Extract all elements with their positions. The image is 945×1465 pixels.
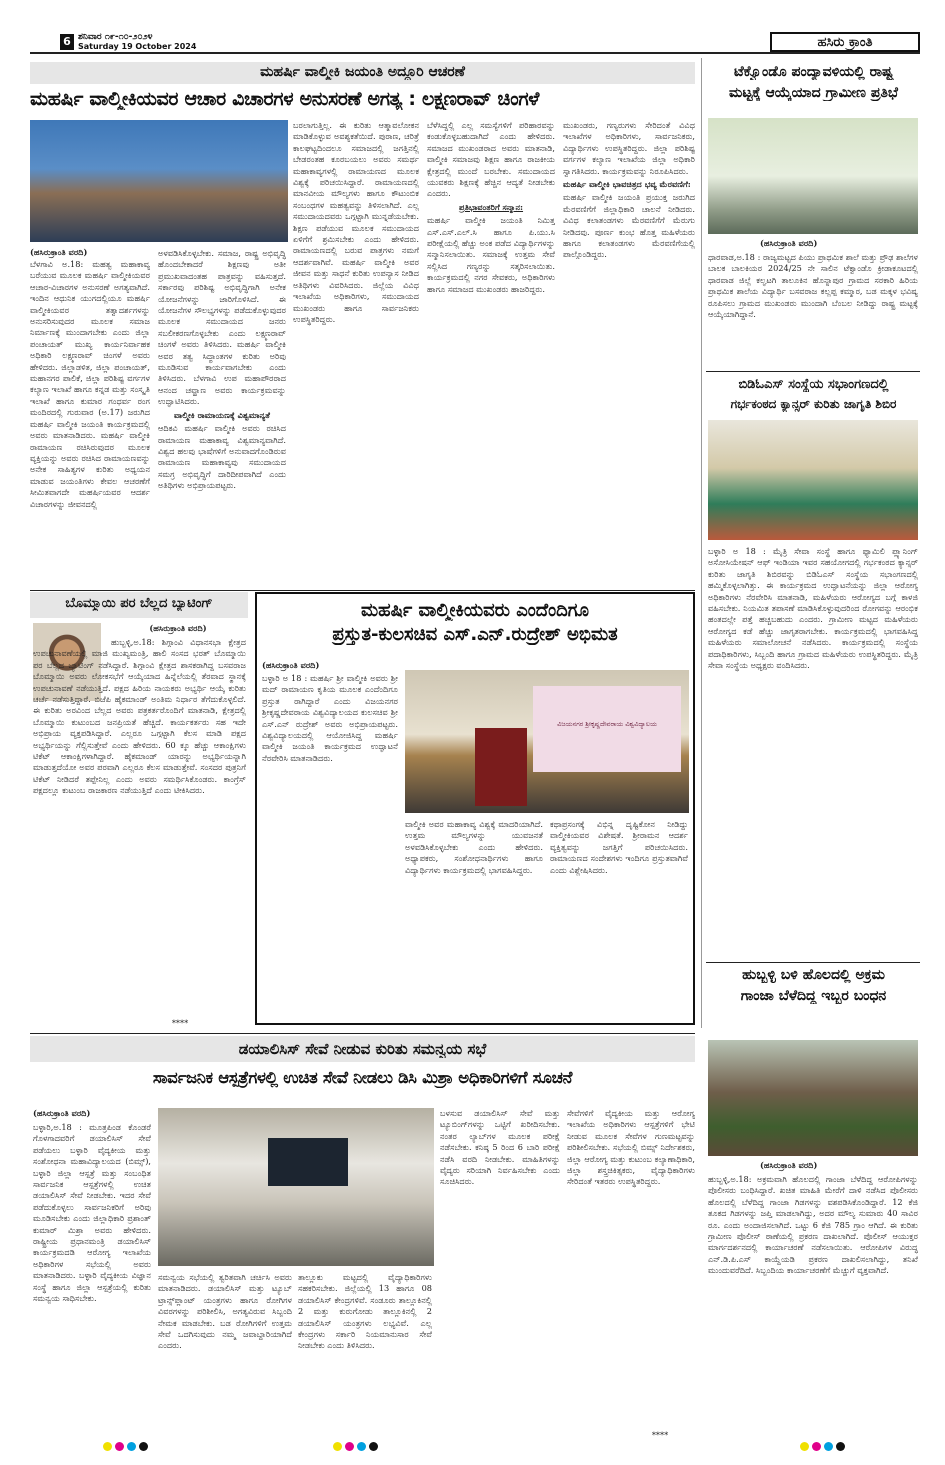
taekwondo-headline-1: ಟೆಕ್ವೊಂಡೊ ಪಂದ್ಯಾವಳಿಯಲ್ಲಿ ರಾಷ್ಟ್ರ [734,64,893,80]
bommai-headline: ಬೊಮ್ಮಾಯಿ ಪರ ಬೆಲ್ಲದ ಬ್ಯಾಟಿಂಗ್ [65,596,213,611]
ganja-photo [708,1040,918,1156]
dialysis-photo [158,1108,434,1266]
reg-dot [333,1442,342,1451]
taekwondo-photo [708,118,918,234]
rudresh-column-2: ವಾಲ್ಮೀಕಿ ಅವರ ಮಹಾಕಾವ್ಯ ವಿಶ್ವಕ್ಕೆ ಮಾದರಿಯಾಗಿದೆ. ಉತ್ತಮ ಮೌಲ್ಯಗಳನ್ನು ಯುವಜನತೆ ಅಳವಡಿಸಿಕೊಳ್ಳಬೇಕು ಎಂದು ಹೇಳಿದರು. ಅಧ್ಯಾಪಕರು, ಸಂಶೋಧನಾರ್ಥಿಗಳು ಹಾಗೂ ವಿದ್ಯಾರ್ಥಿಗಳು ಕಾರ್ಯಕ್ರಮದಲ್ಲಿ ಭಾಗವಹಿಸಿದ್ದರು. [405,819,543,875]
lead-column-4-text: ಬೆಳೆಸಿದ್ದಲ್ಲಿ ಎಲ್ಲ ಸಮಸ್ಯೆಗಳಿಗೆ ಪರಿಹಾರವನ್ನು ಕಂಡುಕೊಳ್ಳಬಹುದಾಗಿದೆ ಎಂದು ಹೇಳಿದರು. ಸಮಾಜದ ಮುಖಂಡರಾದ ಅವರು ಮಾತನಾಡಿ, ವಾಲ್ಮೀಕಿ ಸಮಾಜವು ಶಿಕ್ಷಣ ಹಾಗೂ ರಾಜಕೀಯ ಕ್ಷೇತ್ರದಲ್ಲಿ ಮುಂದೆ ಬರಬೇಕು. ಸಮುದಾಯದ ಯುವಕರು ಶಿಕ್ಷಣಕ್ಕೆ ಹೆಚ್ಚಿನ ಆದ್ಯತೆ ನೀಡಬೇಕು ಎಂದರು. [427,120,555,199]
rudresh-headline-1: ಮಹರ್ಷಿ ವಾಲ್ಮೀಕಿಯವರು ಎಂದೆಂದಿಗೂ [361,600,589,621]
masthead: ಹಸಿರು ಕ್ರಾಂತಿ [770,32,920,52]
dialysis-column-4: ಬಳಸುವ ಡಯಾಲಿಸಿಸ್ ಸೇವೆ ಮತ್ತು ಟ್ಯೂಬಿಂಗ್‌ಗಳನ್ನು ಒಟ್ಟಿಗೆ ಖರೀದಿಸಬೇಕು. ನಂತರ ಲ್ಯಾಬ್‌ಗಳ ಮೂಲಕ ಪರೀಕ್ಷೆ ನಡೆಸಬೇಕು. ಕನಿಷ್ಠ 5 ರಿಂದ 6 ಬಾರಿ ಪರೀಕ್ಷೆ ನಡೆಸಿ ವರದಿ ನೀಡಬೇಕು. ಮಾಹಿತಿಗಳನ್ನು ವೈದ್ಯರು ಸರಿಯಾಗಿ ನಿರ್ವಹಿಸಬೇಕು ಎಂದು ಸೂಚಿಸಿದರು. [440,1108,560,1187]
ganja-headline-1: ಹುಬ್ಬಳ್ಳಿ ಬಳಿ ಹೊಲದಲ್ಲಿ ಅಕ್ರಮ [742,967,885,983]
lead-column-3: ಬರಲಾಗುತ್ತಿಲ್ಲ. ಈ ಕುರಿತು ಆತ್ಮಾವಲೋಕನ ಮಾಡಿಕೊಳ್ಳುವ ಅವಶ್ಯಕತೆಯಿದೆ. ಪುರಾಣ, ಚರಿತ್ರೆ ಕಾಲಘಟ್ಟದಿಂದಲೂ ಸಮಾಜದಲ್ಲಿ ಜಗತ್ತಿನಲ್ಲಿ ಬೇಡರಂತಹ ಕೂರಬಯಲು ಅವರು ಸಮರ್ಥ ಮಹಾಕಾವ್ಯಗಳಲ್ಲಿ ರಾಮಾಯಣದ ಮೂಲಕ ವಿಶ್ವಕ್ಕೆ ಪರಿಚಯಿಸಿದ್ದಾರೆ. ರಾಮಾಯಣದಲ್ಲಿ ಮಾನವೀಯ ಮೌಲ್ಯಗಳು ಹಾಗೂ ಕೌಟುಂಬಿಕ ಸಂಬಂಧಗಳ ಮಹತ್ವವನ್ನು ತಿಳಿಸಲಾಗಿದೆ. ಎಲ್ಲ ಸಮುದಾಯದವರು ಒಗ್ಗಟ್ಟಾಗಿ ಮುನ್ನಡೆಯಬೇಕು. ಶಿಕ್ಷಣ ಪಡೆಯುವ ಮೂಲಕ ಸಮುದಾಯದ ಏಳಿಗೆಗೆ ಶ್ರಮಿಸಬೇಕು ಎಂದು ಹೇಳಿದರು. ರಾಮಾಯಣದಲ್ಲಿ ಬರುವ ಪಾತ್ರಗಳು ನಮಗೆ ಆದರ್ಶವಾಗಿವೆ. ಮಹರ್ಷಿ ವಾಲ್ಮೀಕಿ ಅವರ ಜೀವನ ಮತ್ತು ಸಾಧನೆ ಕುರಿತು ಉಪನ್ಯಾಸ ನೀಡಿದ ಅತಿಥಿಗಳು ವಿವರಿಸಿದರು. ಜಿಲ್ಲೆಯ ವಿವಿಧ ಇಲಾಖೆಯ ಅಧಿಕಾರಿಗಳು, ಸಮುದಾಯದ ಮುಖಂಡರು ಹಾಗೂ ಸಾರ್ವಜನಿಕರು ಉಪಸ್ಥಿತರಿದ್ದರು. [293,120,419,324]
dialysis-end-mark: **** [651,1430,669,1440]
reg-dot [115,1442,124,1451]
reg-dot [800,1442,809,1451]
ganja-byline: (ಹಸಿರುಕ್ರಾಂತಿ ವರದಿ) [760,1160,818,1170]
reg-dot [127,1442,136,1451]
lead-column-5-subhead: ಮಹರ್ಷಿ ವಾಲ್ಮೀಕಿ ಭಾವಚಿತ್ರದ ಭವ್ಯ ಮೆರವಣಿಗೆ: [563,179,691,190]
reg-dot [139,1442,148,1451]
reg-dot [369,1442,378,1451]
lead-column-2-subhead: ವಾಲ್ಮೀಕಿ ರಾಮಾಯಣಕ್ಕೆ ವಿಶ್ವಮಾನ್ಯತೆ [174,409,270,420]
reg-dot [357,1442,366,1451]
lead-column-4 [427,120,555,585]
bommai-top-rule [30,590,695,591]
lead-kicker: ಮಹರ್ಷಿ ವಾಲ್ಮೀಕಿ ಜಯಂತಿ ಅದ್ಧೂರಿ ಆಚರಣೆ [260,64,465,80]
dialysis-byline: (ಹಸಿರುಕ್ರಾಂತಿ ವರದಿ) [33,1108,91,1118]
rudresh-byline: (ಹಸಿರುಕ್ರಾಂತಿ ವರದಿ) [262,660,320,670]
ganja-body: ಹುಬ್ಬಳ್ಳಿ,ಅ.18: ಅಕ್ರಮವಾಗಿ ಹೊಲದಲ್ಲಿ ಗಾಂಜಾ ಬೆಳೆದಿದ್ದ ಆರೋಪಿಗಳನ್ನು ಪೊಲೀಸರು ಬಂಧಿಸಿದ್ದಾರೆ. ಖಚಿತ ಮಾಹಿತಿ ಮೇರೆಗೆ ದಾಳಿ ನಡೆಸಿದ ಪೊಲೀಸರು ಹೊಲದಲ್ಲಿ ಬೆಳೆದಿದ್ದ ಗಾಂಜಾ ಗಿಡಗಳನ್ನು ವಶಪಡಿಸಿಕೊಂಡಿದ್ದಾರೆ. 12 ಕೆಜಿ ತೂಕದ ಗಿಡಗಳನ್ನು ಜಪ್ತಿ ಮಾಡಲಾಗಿದ್ದು, ಅದರ ಮೌಲ್ಯ ಸುಮಾರು 40 ಸಾವಿರ ರೂ. ಎಂದು ಅಂದಾಜಿಸಲಾಗಿದೆ. ಒಟ್ಟು 6 ಕೆಜಿ 785 ಗ್ರಾಂ ಆಗಿದೆ. ಈ ಕುರಿತು ಗ್ರಾಮೀಣ ಪೊಲೀಸ್ ಠಾಣೆಯಲ್ಲಿ ಪ್ರಕರಣ ದಾಖಲಾಗಿದೆ. ಪೊಲೀಸ್ ಆಯುಕ್ತರ ಮಾರ್ಗದರ್ಶನದಲ್ಲಿ ಕಾರ್ಯಾಚರಣೆ ನಡೆಸಲಾಯಿತು. ಆರೋಪಿಗಳ ವಿರುದ್ಧ ಎನ್.ಡಿ.ಪಿ.ಎಸ್ ಕಾಯ್ದೆಯಡಿ ಪ್ರಕರಣ ದಾಖಲಿಸಲಾಗಿದ್ದು, ತನಿಖೆ ಮುಂದುವರೆದಿದೆ. ಸಿಬ್ಬಂದಿಯ ಕಾರ್ಯಾಚರಣೆಗೆ ಮೆಚ್ಚುಗೆ ವ್ಯಕ್ತವಾಗಿದೆ. [708,1174,918,1276]
taekwondo-headline-2: ಮಟ್ಟಕ್ಕೆ ಆಯ್ಕೆಯಾದ ಗ್ರಾಮೀಣ ಪ್ರತಿಭೆ [729,85,898,101]
reg-dot [103,1442,112,1451]
reg-dot [345,1442,354,1451]
rudresh-banner-text: ವಿಜಯನಗರ ಶ್ರೀಕೃಷ್ಣದೇವರಾಯ ವಿಶ್ವವಿದ್ಯಾಲಯ [557,720,657,728]
ganja-headline-2: ಗಾಂಜಾ ಬೆಳೆದಿದ್ದ ಇಬ್ಬರ ಬಂಧನ [740,988,887,1004]
page-header [30,32,920,54]
bommai-end-mark: **** [171,1018,189,1028]
cancer-top-rule [706,371,920,372]
lead-column-4-subhead: ಪ್ರತಿಭಾವಂತರಿಗೆ ಸನ್ಮಾನ: [458,201,524,212]
cancer-headline-1: ಬಿಡಿಓಎಸ್ ಸಂಸ್ಥೆಯ ಸಭಾಂಗಣದಲ್ಲಿ [738,377,889,392]
rudresh-banner [533,686,681,772]
rudresh-headline-2: ಪ್ರಸ್ತುತ-ಕುಲಸಚಿವ ಎಸ್.ಎನ್.ರುದ್ರೇಶ್ ಅಭಿಮತ [332,624,618,645]
rudresh-column-3: ಕಥಾಪ್ರಸಂಗಕ್ಕೆ ವಿಭಿನ್ನ ದೃಷ್ಟಿಕೋನ ನೀಡಿದ್ದು ವಾಲ್ಮೀಕಿಯವರ ವಿಶೇಷತೆ. ಶ್ರೀರಾಮನ ಆದರ್ಶ ವ್ಯಕ್ತಿತ್ವವನ್ನು ಜಗತ್ತಿಗೆ ಪರಿಚಯಿಸಿದರು. ರಾಮಾಯಣದ ಸಂದೇಶಗಳು ಇಂದಿಗೂ ಪ್ರಸ್ತುತವಾಗಿವೆ ಎಂದು ವಿಶ್ಲೇಷಿಸಿದರು. [550,819,688,875]
dialysis-headline: ಸಾರ್ವಜನಿಕ ಆಸ್ಪತ್ರೆಗಳಲ್ಲಿ ಉಚಿತ ಸೇವೆ ನೀಡಲು ಡಿಸಿ ಮಿಶ್ರಾ ಅಧಿಕಾರಿಗಳಿಗೆ ಸೂಚನೆ [152,1068,573,1087]
ganja-top-rule [706,962,920,963]
rudresh-column-1: ಬಳ್ಳಾರಿ ಅ 18 : ಮಹರ್ಷಿ ಶ್ರೀ ವಾಲ್ಮೀಕಿ ಅವರು ಶ್ರೀ ಮದ್ ರಾಮಾಯಣ ಕೃತಿಯ ಮೂಲಕ ಎಂದೆಂದಿಗೂ ಪ್ರಸ್ತುತ ರಾಗಿದ್ದಾರೆ ಎಂದು ವಿಜಯನಗರ ಶ್ರೀಕೃಷ್ಣದೇವರಾಯ ವಿಶ್ವವಿದ್ಯಾಲಯದ ಕುಲಸಚಿವ ಶ್ರೀ ಎಸ್.ಎನ್ ರುದ್ರೇಶ್ ಅವರು ಅಭಿಪ್ರಾಯಪಟ್ಟರು. ವಿಶ್ವವಿದ್ಯಾಲಯದಲ್ಲಿ ಆಯೋಜಿಸಿದ್ದ ಮಹರ್ಷಿ ವಾಲ್ಮೀಕಿ ಜಯಂತಿ ಕಾರ್ಯಕ್ರಮದ ಉದ್ಘಾಟನೆ ನೆರವೇರಿಸಿ ಮಾತನಾಡಿದರು. [262,673,398,763]
rudresh-podium [475,728,527,806]
taekwondo-byline: (ಹಸಿರುಕ್ರಾಂತಿ ವರದಿ) [760,238,818,248]
dialysis-column-2: ಸಮನ್ವಯ ಸಭೆಯಲ್ಲಿ ತ್ವರಿತವಾಗಿ ಚರ್ಚಿಸಿ ಅವರು ಮಾತನಾಡಿದರು. ಡಯಾಲಿಸಿಸ್ ಮತ್ತು ಟ್ಯೂಬ್ ಟ್ರಾನ್ಸ್‌ಪ್ಲಾಂಟ್ ಯಂತ್ರಗಳು ಹಾಗೂ ರೋಗಿಗಳ ವಿವರಗಳನ್ನು ಪರಿಶೀಲಿಸಿ, ಅಗತ್ಯವಿರುವ ಸಿಬ್ಬಂದಿ ನೇಮಕ ಮಾಡಬೇಕು. ಬಡ ರೋಗಿಗಳಿಗೆ ಉತ್ತಮ ಸೇವೆ ಒದಗಿಸುವುದು ನಮ್ಮ ಜವಾಬ್ದಾರಿಯಾಗಿದೆ ಎಂದರು. [158,1272,292,1351]
bommai-body: ಹುಬ್ಬಳ್ಳಿ,ಅ.18: ಶಿಗ್ಗಾಂವಿ ವಿಧಾನಸಭಾ ಕ್ಷೇತ್ರದ ಉಪಚುನಾವಣೆಯಲ್ಲಿ ಮಾಜಿ ಮುಖ್ಯಮಂತ್ರಿ, ಹಾಲಿ ಸಂಸದ ಭರತ್ ಬೊಮ್ಮಾಯಿ ಪರ ಬೆಲ್ಲದ ಬ್ಯಾಟಿಂಗ್ ನಡೆಸಿದ್ದಾರೆ. ಶಿಗ್ಗಾಂವಿ ಕ್ಷೇತ್ರದ ಶಾಸಕರಾಗಿದ್ದ ಬಸವರಾಜ ಬೊಮ್ಮಾಯಿ ಅವರು ಲೋಕಸಭೆಗೆ ಆಯ್ಕೆಯಾದ ಹಿನ್ನೆಲೆಯಲ್ಲಿ ತೆರವಾದ ಸ್ಥಾನಕ್ಕೆ ಉಪಚುನಾವಣೆ ನಡೆಯುತ್ತಿದೆ. ಪಕ್ಷದ ಹಿರಿಯ ನಾಯಕರು ಅಭ್ಯರ್ಥಿ ಆಯ್ಕೆ ಕುರಿತು ಚರ್ಚೆ ನಡೆಸುತ್ತಿದ್ದಾರೆ. ಬಿಜೆಪಿ ಹೈಕಮಾಂಡ್ ಅಂತಿಮ ನಿರ್ಧಾರ ತೆಗೆದುಕೊಳ್ಳಲಿದೆ. ಈ ಕುರಿತು ಅರವಿಂದ ಬೆಲ್ಲದ ಅವರು ಪತ್ರಕರ್ತರೊಂದಿಗೆ ಮಾತನಾಡಿ, ಕ್ಷೇತ್ರದಲ್ಲಿ ಬೊಮ್ಮಾಯಿ ಕುಟುಂಬದ ಜನಪ್ರಿಯತೆ ಹೆಚ್ಚಿದೆ. ಕಾರ್ಯಕರ್ತರು ಸಹ ಇದೇ ಅಭಿಪ್ರಾಯ ವ್ಯಕ್ತಪಡಿಸಿದ್ದಾರೆ. ಎಲ್ಲರೂ ಒಗ್ಗಟ್ಟಾಗಿ ಕೆಲಸ ಮಾಡಿ ಪಕ್ಷದ ಅಭ್ಯರ್ಥಿಯನ್ನು ಗೆಲ್ಲಿಸುತ್ತೇವೆ ಎಂದು ಹೇಳಿದರು. 60 ಕ್ಕೂ ಹೆಚ್ಚು ಆಕಾಂಕ್ಷಿಗಳು ಟಿಕೆಟ್ ಆಕಾಂಕ್ಷಿಗಳಾಗಿದ್ದಾರೆ. ಹೈಕಮಾಂಡ್ ಯಾರನ್ನು ಅಭ್ಯರ್ಥಿಯನ್ನಾಗಿ ಮಾಡುತ್ತದೆಯೋ ಅವರ ಪರವಾಗಿ ಎಲ್ಲರೂ ಕೆಲಸ ಮಾಡುತ್ತೇವೆ. ಸಂಸದರ ಪುತ್ರನಿಗೆ ಟಿಕೆಟ್ ನೀಡಿದರೆ ತಪ್ಪೇನಿಲ್ಲ ಎಂದು ಅವರು ಸಮರ್ಥಿಸಿಕೊಂಡರು. ಕಾಂಗ್ರೆಸ್ ಪಕ್ಷದಲ್ಲೂ ಕುಟುಂಬ ರಾಜಕಾರಣ ನಡೆಯುತ್ತಿದೆ ಎಂದು ಟೀಕಿಸಿದರು. [33,637,246,796]
rudresh-photo [405,670,689,813]
lead-column-2 [158,248,286,585]
lead-column-5 [563,120,695,585]
date-english: Saturday 19 October 2024 [78,42,197,51]
cancer-body: ಬಳ್ಳಾರಿ ಅ 18 : ಮೈತ್ರಿ ಸೇವಾ ಸಂಸ್ಥೆ ಹಾಗೂ ಫ್ಯಾಮಿಲಿ ಪ್ಲ್ಯಾನಿಂಗ್ ಅಸೋಸಿಯೇಷನ್ ಆಫ್ ಇಂಡಿಯಾ ಇವರ ಸಹಯೋಗದಲ್ಲಿ ಗರ್ಭಕಂಠದ ಕ್ಯಾನ್ಸರ್ ಕುರಿತು ಜಾಗೃತಿ ಶಿಬಿರವನ್ನು ಬಿಡಿಓಎಸ್ ಸಂಸ್ಥೆಯ ಸಭಾಂಗಣದಲ್ಲಿ ಹಮ್ಮಿಕೊಳ್ಳಲಾಗಿತ್ತು. ಈ ಕಾರ್ಯಕ್ರಮದ ಉದ್ಘಾಟನೆಯನ್ನು ಜಿಲ್ಲಾ ಆರೋಗ್ಯ ಅಧಿಕಾರಿಗಳು ನೆರವೇರಿಸಿ ಮಾತನಾಡಿ, ಮಹಿಳೆಯರು ಆರೋಗ್ಯದ ಬಗ್ಗೆ ಕಾಳಜಿ ವಹಿಸಬೇಕು. ನಿಯಮಿತ ತಪಾಸಣೆ ಮಾಡಿಸಿಕೊಳ್ಳುವುದರಿಂದ ರೋಗವನ್ನು ಆರಂಭಿಕ ಹಂತದಲ್ಲೇ ಪತ್ತೆ ಹಚ್ಚಬಹುದು ಎಂದರು. ಗ್ರಾಮೀಣ ಮಟ್ಟದ ಮಹಿಳೆಯರು ಆರೋಗ್ಯದ ಕಡೆ ಹೆಚ್ಚು ಜಾಗೃತರಾಗಬೇಕು. ಕಾರ್ಯಕ್ರಮದಲ್ಲಿ ಭಾಗವಹಿಸಿದ್ದ ಮಹಿಳೆಯರು ಸಮಾಲೋಚನೆ ನಡೆಸಿದರು. ಕಾರ್ಯಕ್ರಮದಲ್ಲಿ ಸಂಸ್ಥೆಯ ಪದಾಧಿಕಾರಿಗಳು, ಸಿಬ್ಬಂದಿ ಹಾಗೂ ಗ್ರಾಮದ ಮಹಿಳೆಯರು ಉಪಸ್ಥಿತರಿದ್ದರು. ಮೈತ್ರಿ ಸೇವಾ ಸಂಸ್ಥೆಯ ಅಧ್ಯಕ್ಷರು ವಂದಿಸಿದರು. [708,546,918,671]
lead-column-5-text-b: ಮಹರ್ಷಿ ವಾಲ್ಮೀಕಿ ಜಯಂತಿ ಪ್ರಯುಕ್ತ ಜರುಗಿದ ಮೆರವಣಿಗೆಗೆ ಜಿಲ್ಲಾಧಿಕಾರಿ ಚಾಲನೆ ನೀಡಿದರು. ವಿವಿಧ ಕಲಾತಂಡಗಳು ಮೆರವಣಿಗೆಗೆ ಮೆರುಗು ನೀಡಿದವು. ಪೂರ್ಣ ಕುಂಭ ಹೊತ್ತ ಮಹಿಳೆಯರು ಹಾಗೂ ಕಲಾತಂಡಗಳು ಮೆರವಣಿಗೆಯಲ್ಲಿ ಪಾಲ್ಗೊಂಡಿದ್ದರು. [563,192,695,260]
reg-dot [824,1442,833,1451]
date-kannada: ಶನಿವಾರ ೧೯-೧೦-೨೦೨೪ [78,32,153,42]
lead-column-2-text-b: ಆದಿಕವಿ ಮಹರ್ಷಿ ವಾಲ್ಮೀಕಿ ಅವರು ರಚಿಸಿದ ರಾಮಾಯಣ ಮಹಾಕಾವ್ಯ ವಿಶ್ವಮಾನ್ಯವಾಗಿದೆ. ವಿಶ್ವದ ಹಲವು ಭಾಷೆಗಳಿಗೆ ಅನುವಾದಗೊಂಡಿರುವ ರಾಮಾಯಣ ಮಹಾಕಾವ್ಯವು ಸಮುದಾಯದ ಸಮಗ್ರ ಅಭಿವೃದ್ಧಿಗೆ ದಾರಿದೀಪವಾಗಿದೆ ಎಂದು ಅತಿಥಿಗಳು ಅಭಿಪ್ರಾಯಪಟ್ಟರು. [158,423,286,491]
cancer-headline-2: ಗರ್ಭಕಂಠದ ಕ್ಯಾನ್ಸರ್ ಕುರಿತು ಜಾಗೃತಿ ಶಿಬಿರ [730,397,897,411]
dialysis-screen [268,1138,348,1186]
dialysis-column-3: ತಾಲ್ಲೂಕು ಮಟ್ಟದಲ್ಲಿ ವೈದ್ಯಾಧಿಕಾರಿಗಳು ಸಹಕರಿಸಬೇಕು. ಜಿಲ್ಲೆಯಲ್ಲಿ 13 ಹಾಗೂ 08 ಡಯಾಲಿಸಿಸ್ ಕೇಂದ್ರಗಳಿವೆ. ಸಂಡೂರು ತಾಲ್ಲೂಕಿನಲ್ಲಿ 2 ಮತ್ತು ಕುರುಗೋಡು ತಾಲ್ಲೂಕಿನಲ್ಲಿ 2 ಡಯಾಲಿಸಿಸ್ ಯಂತ್ರಗಳು ಲಭ್ಯವಿವೆ. ಎಲ್ಲ ಕೇಂದ್ರಗಳು ಸರ್ಕಾರಿ ನಿಯಮಾನುಸಾರ ಸೇವೆ ನೀಡಬೇಕು ಎಂದು ತಿಳಿಸಿದರು. [298,1272,432,1351]
taekwondo-body: ಧಾರವಾಡ,ಅ.18 : ರಾಜ್ಯಮಟ್ಟದ ಪಿಯು ಪ್ರಾಥಮಿಕ ಶಾಲೆ ಮತ್ತು ಪ್ರೌಢ ಶಾಲೆಗಳ ಬಾಲಕ ಬಾಲಕಿಯರ 2024/25 ನೇ ಸಾಲಿನ ಟೆಕ್ವಾಂಡೊ ಕ್ರೀಡಾಕೂಟದಲ್ಲಿ ಧಾರವಾಡ ಜಿಲ್ಲೆ ಕಲ್ಘಟಗಿ ತಾಲೂಕಿನ ಹೊನ್ನಾಪುರ ಗ್ರಾಮದ ಸರಕಾರಿ ಹಿರಿಯ ಪ್ರಾಥಮಿಕ ಶಾಲೆಯ ವಿದ್ಯಾರ್ಥಿ ಬಸವರಾಜ ಕಲ್ಲಪ್ಪ ಕಮ್ಮಾರ, ಬಡ ಮಕ್ಕಳ ಭವಿಷ್ಯ ರೂಪಿಸಲು ಗ್ರಾಮದ ಮುಖಂಡರು ಮುಂದಾಗಿ ಬೆಂಬಲ ನೀಡಿದ್ದು ರಾಷ್ಟ್ರ ಮಟ್ಟಕ್ಕೆ ಆಯ್ಕೆಯಾಗಿದ್ದಾನೆ. [708,252,918,320]
bommai-byline: (ಹಸಿರುಕ್ರಾಂತಿ ವರದಿ) [149,623,207,633]
dialysis-top-rule [30,1033,695,1034]
page-number: 6 [60,34,74,50]
reg-dot [836,1442,845,1451]
lead-column-2-text: ಅಳವಡಿಸಿಕೊಳ್ಳಬೇಕು. ಸಮಾಜ, ರಾಷ್ಟ್ರ ಅಭಿವೃದ್ಧಿ ಹೊಂದಬೇಕಾದರೆ ಶಿಕ್ಷಣವು ಅತೀ ಪ್ರಮುಖವಾದಂತಹ ಪಾತ್ರವನ್ನು ವಹಿಸುತ್ತದೆ. ಸರ್ಕಾರವು ಪರಿಶಿಷ್ಟ ಅಭಿವೃದ್ಧಿಗಾಗಿ ಅನೇಕ ಯೋಜನೆಗಳನ್ನು ಜಾರಿಗೊಳಿಸಿದೆ. ಈ ಯೋಜನೆಗಳ ಸೌಲಭ್ಯಗಳನ್ನು ಪಡೆದುಕೊಳ್ಳುವುದರ ಮೂಲಕ ಸಮುದಾಯದ ಜನರು ಸಬಲೀಕರಣಗೊಳ್ಳಬೇಕು ಎಂದು ಲಕ್ಷ್ಮಣರಾವ್ ಚಿಂಗಳೆ ಅವರು ತಿಳಿಸಿದರು. ಮಹರ್ಷಿ ವಾಲ್ಮೀಕಿ ಅವರ ತತ್ವ ಸಿದ್ಧಾಂತಗಳ ಕುರಿತು ಅರಿವು ಮೂಡಿಸುವ ಕಾರ್ಯವಾಗಬೇಕು ಎಂದು ತಿಳಿಸಿದರು. ಬೆಳಗಾವಿ ಉಪ ಮಹಾಪೌರರಾದ ಆನಂದ ಚವ್ಹಾಣ ಅವರು ಕಾರ್ಯಕ್ರಮವನ್ನು ಉದ್ಘಾಟಿಸಿದರು. [158,248,286,407]
dialysis-column-5: ಸೇವೆಗಳಿಗೆ ವೈದ್ಯಕೀಯ ಮತ್ತು ಆರೋಗ್ಯ ಇಲಾಖೆಯ ಅಧಿಕಾರಿಗಳು ಆಸ್ಪತ್ರೆಗಳಿಗೆ ಭೇಟಿ ನೀಡುವ ಮೂಲಕ ಸೇವೆಗಳ ಗುಣಮಟ್ಟವನ್ನು ಪರಿಶೀಲಿಸಬೇಕು. ಸಭೆಯಲ್ಲಿ ಬಿಮ್ಸ್ ನಿರ್ದೇಶಕರು, ಜಿಲ್ಲಾ ಆರೋಗ್ಯ ಮತ್ತು ಕುಟುಂಬ ಕಲ್ಯಾಣಾಧಿಕಾರಿ, ಜಿಲ್ಲಾ ಶಸ್ತ್ರಚಿಕಿತ್ಸಕರು, ವೈದ್ಯಾಧಿಕಾರಿಗಳು ಸೇರಿದಂತೆ ಇತರರು ಉಪಸ್ಥಿತರಿದ್ದರು. [567,1108,695,1187]
right-column-rule [701,58,702,1028]
dialysis-column-1: ಬಳ್ಳಾರಿ,ಅ.18 : ಮೂತ್ರಪಿಂಡ ಕೊಂಡರೆ ಗೊಳಗಾದವರಿಗೆ ಡಯಾಲಿಸಿಸ್ ಸೇವೆ ಪಡೆಯಲು ಬಳ್ಳಾರಿ ವೈದ್ಯಕೀಯ ಮತ್ತು ಸಂಶೋಧನಾ ಮಹಾವಿದ್ಯಾಲಯದ (ಬಿಮ್ಸ್), ಬಳ್ಳಾರಿ ಜಿಲ್ಲಾ ಆಸ್ಪತ್ರೆ ಮತ್ತು ಸಂಬಂಧಿತ ಸಾರ್ವಜನಿಕ ಆಸ್ಪತ್ರೆಗಳಲ್ಲಿ ಉಚಿತ ಡಯಾಲಿಸಿಸ್ ಸೇವೆ ನೀಡಬೇಕು. ಇದರ ಸೇವೆ ಪಡೆದುಕೊಳ್ಳಲು ಸಾರ್ವಜನಿಕರಿಗೆ ಅರಿವು ಮೂಡಿಸಬೇಕು ಎಂದು ಜಿಲ್ಲಾಧಿಕಾರಿ ಪ್ರಶಾಂತ್ ಕುಮಾರ್ ಮಿಶ್ರಾ ಅವರು ಹೇಳಿದರು. ರಾಷ್ಟ್ರೀಯ ಪ್ರಧಾನಮಂತ್ರಿ ಡಯಾಲಿಸಿಸ್ ಕಾರ್ಯಕ್ರಮದಡಿ ಆರೋಗ್ಯ ಇಲಾಖೆಯ ಅಧಿಕಾರಿಗಳ ಸಭೆಯಲ್ಲಿ ಅವರು ಮಾತನಾಡಿದರು. ಬಳ್ಳಾರಿ ವೈದ್ಯಕೀಯ ವಿಜ್ಞಾನ ಸಂಸ್ಥೆ ಹಾಗೂ ಜಿಲ್ಲಾ ಆಸ್ಪತ್ರೆಯಲ್ಲಿ ಕುರಿತು ಸಮನ್ವಯ ಸಾಧಿಸಬೇಕು. [33,1122,151,1304]
reg-dot [812,1442,821,1451]
lead-column-1: ಬೆಳಗಾವಿ ಅ.18: ಮಹತ್ವ ಮಹಾಕಾವ್ಯ ಬರೆಯುವ ಮೂಲಕ ಮಹರ್ಷಿ ವಾಲ್ಮೀಕಿಯವರ ಆಚಾರ-ವಿಚಾರಗಳ ಅನುಸರಣೆ ಅಗತ್ಯವಾಗಿದೆ. ಇಂದಿನ ಆಧುನಿಕ ಯುಗದಲ್ಲಿಯೂ ಮಹರ್ಷಿ ವಾಲ್ಮೀಕಿಯವರ ತತ್ವಾದರ್ಶಗಳನ್ನು ಅನುಸರಿಸುವುದರ ಮೂಲಕ ಸಮಾಜ ನಿರ್ಮಾಣಕ್ಕೆ ಮುಂದಾಗಬೇಕು ಎಂದು ಜಿಲ್ಲಾ ಪಂಚಾಯತ್ ಮುಖ್ಯ ಕಾರ್ಯನಿರ್ವಾಹಕ ಅಧಿಕಾರಿ ಲಕ್ಷ್ಮಣರಾವ್ ಚಿಂಗಳೆ ಅವರು ಹೇಳಿದರು. ಜಿಲ್ಲಾಡಳಿತ, ಜಿಲ್ಲಾ ಪಂಚಾಯತ್, ಮಹಾನಗರ ಪಾಲಿಕೆ, ಜಿಲ್ಲಾ ಪರಿಶಿಷ್ಟ ವರ್ಗಗಳ ಕಲ್ಯಾಣ ಇಲಾಖೆ ಹಾಗೂ ಕನ್ನಡ ಮತ್ತು ಸಂಸ್ಕೃತಿ ಇಲಾಖೆ ಹಾಗೂ ಕುಮಾರ ಗಂಧರ್ವ ರಂಗ ಮಂದಿರದಲ್ಲಿ ಗುರುವಾರ (ಅ.17) ಜರುಗಿದ ಮಹರ್ಷಿ ವಾಲ್ಮೀಕಿ ಜಯಂತಿ ಕಾರ್ಯಕ್ರಮದಲ್ಲಿ ಅವರು ಮಾತನಾಡಿದರು. ಮಹರ್ಷಿ ವಾಲ್ಮೀಕಿ ರಾಮಾಯಣ ರಚಿಸಿರುವುದರ ಮೂಲಕ ವ್ಯಕ್ತಿಯನ್ನು ಅವರು ರಚಿಸಿದ ರಾಮಾಯಣವನ್ನು ಅನೇಕ ಸಾಹಿತ್ಯಗಳ ಕುರಿತು ಅಧ್ಯಯನ ಮಾಡುವ ಜಯಂತಿಗಳು ಕೇವಲ ಆಚರಣೆಗೆ ಸೀಮಿತವಾಗದೇ ಮಹರ್ಷಿಯವರ ಆದರ್ಶ ವಿಚಾರಗಳನ್ನು ಜೀವನದಲ್ಲಿ [30,259,150,509]
lead-byline: (ಹಸಿರುಕ್ರಾಂತಿ ವರದಿ) [30,247,88,257]
lead-photo [30,120,288,242]
lead-column-5-text: ಮುಖಂಡರು, ಗಣ್ಯರುಗಳು ಸೇರಿದಂತೆ ವಿವಿಧ ಇಲಾಖೆಗಳ ಅಧಿಕಾರಿಗಳು, ಸಾರ್ವಜನಿಕರು, ವಿದ್ಯಾರ್ಥಿಗಳು ಉಪಸ್ಥಿತರಿದ್ದರು. ಜಿಲ್ಲಾ ಪರಿಶಿಷ್ಟ ವರ್ಗಗಳ ಕಲ್ಯಾಣ ಇಲಾಖೆಯ ಜಿಲ್ಲಾ ಅಧಿಕಾರಿ ಸ್ವಾಗತಿಸಿದರು. ಕಾರ್ಯಕ್ರಮವನ್ನು ನಿರೂಪಿಸಿದರು. [563,120,695,176]
lead-column-4-text-b: ಮಹರ್ಷಿ ವಾಲ್ಮೀಕಿ ಜಯಂತಿ ನಿಮಿತ್ತ ಎಸ್.ಎಸ್.ಎಲ್.ಸಿ ಹಾಗೂ ಪಿ.ಯು.ಸಿ ಪರೀಕ್ಷೆಯಲ್ಲಿ ಹೆಚ್ಚು ಅಂಕ ಪಡೆದ ವಿದ್ಯಾರ್ಥಿಗಳನ್ನು ಸನ್ಮಾನಿಸಲಾಯಿತು. ಸಮಾಜಕ್ಕೆ ಉತ್ತಮ ಸೇವೆ ಸಲ್ಲಿಸಿದ ಗಣ್ಯರನ್ನು ಸತ್ಕರಿಸಲಾಯಿತು. ಕಾರ್ಯಕ್ರಮದಲ್ಲಿ ನಗರ ಸೇವಕರು, ಅಧಿಕಾರಿಗಳು ಹಾಗೂ ಸಮಾಜದ ಮುಖಂಡರು ಹಾಜರಿದ್ದರು. [427,215,555,294]
lead-headline: ಮಹರ್ಷಿ ವಾಲ್ಮೀಕಿಯವರ ಆಚಾರ ವಿಚಾರಗಳ ಅನುಸರಣೆ ಅಗತ್ಯ : ಲಕ್ಷ್ಮಣರಾವ್ ಚಿಂಗಳೆ [30,88,540,110]
dialysis-kicker: ಡಯಾಲಿಸಿಸ್ ಸೇವೆ ನೀಡುವ ಕುರಿತು ಸಮನ್ವಯ ಸಭೆ [238,1040,487,1058]
cancer-photo [708,420,918,540]
